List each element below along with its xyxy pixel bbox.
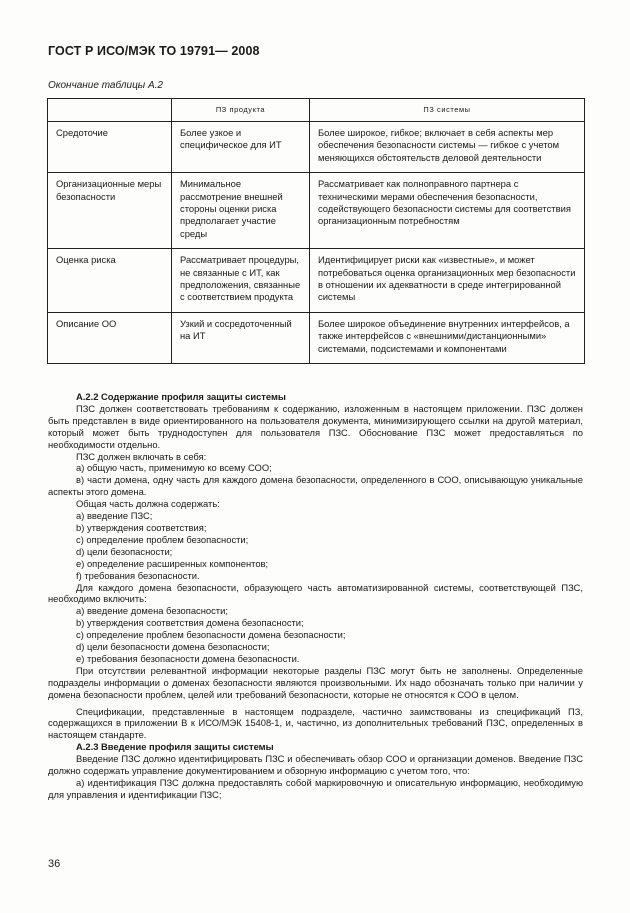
table-cell: Более широкое, гибкое; включает в себя аспекты мер обеспечения безопасности системы — гибкое с учетом меняющихся обстоятельств деловой деятельности xyxy=(310,122,585,173)
table-row xyxy=(48,312,585,363)
paragraph: Общая часть должна содержать: xyxy=(76,498,220,510)
subsection-heading: A.2.2 Содержание профиля защиты системы xyxy=(76,391,286,402)
table-cell: Более широкое объединение внутренних интерфейсов, а также интерфейсов с «внешними/дистанционными» системами, подсистемами и компонентами xyxy=(310,312,585,363)
comparison-table xyxy=(47,98,585,364)
paragraph: Для каждого домена безопасности, образующего часть автоматизированной системы, соответствующей ПЗС, необходимо включить: xyxy=(48,581,583,605)
table-cell: Минимальное рассмотрение внешней стороны оценки риска предполагает участие среды xyxy=(172,173,310,249)
paragraph: b) утверждения соответствия; xyxy=(76,521,207,533)
paragraph: Введение ПЗС должно идентифицировать ПЗС и обеспечивать обзор СОО и организации доменов. Введение ПЗС должно содержать управление документированием и обзорную информацию с учетом того, что: xyxy=(48,753,583,777)
table-cell: Более узкое и специфическое для ИТ xyxy=(172,122,310,173)
table-cell: Узкий и сосредоточенный на ИТ xyxy=(172,312,310,363)
row-label: Организационные меры безопасности xyxy=(48,173,172,249)
row-label: Средоточие xyxy=(48,122,172,173)
column-header: ПЗ продукта xyxy=(172,99,310,122)
row-label: Описание ОО xyxy=(48,312,172,363)
paragraph: ПЗС должен соответствовать требованиям к содержанию, изложенным в настоящем приложении. ПЗС должен быть представлен в виде ориентированного на пользователя документа, минимизирующего ссылки на другой материал, который может быть труднодоступен для пользователя ПЗС. Обоснование ПЗС может предоставляться по необходимости отдельно. xyxy=(48,402,583,450)
column-header xyxy=(48,99,172,122)
table-row xyxy=(48,249,585,313)
paragraph: с) определение проблем безопасности; xyxy=(76,533,249,545)
paragraph: в) части домена, одну часть для каждого домена безопасности, определенного в СОО, описывающую уникальные аспекты этого домена. xyxy=(48,474,583,498)
table-header-row xyxy=(48,99,585,122)
page-number: 36 xyxy=(48,858,61,870)
paragraph: е) требования безопасности домена безопасности. xyxy=(76,652,300,664)
row-label: Оценка риска xyxy=(48,249,172,313)
paragraph: Спецификации, представленные в настоящем подразделе, частично заимствованы из спецификаций ПЗ, содержащихся в приложении В к ИСО/МЭК 15408-1, и, частично, из дополнительных требований ПЗС, определенных в настоящем стандарте. xyxy=(48,705,583,741)
table-cell: Идентифицирует риски как «известные», и может потребоваться оценка организационных мер безопасности в отношении их адекватности в среде интегрированной системы xyxy=(310,249,585,313)
paragraph: d) цели безопасности домена безопасности; xyxy=(76,641,270,653)
table-row xyxy=(48,122,585,173)
paragraph: а) введение домена безопасности; xyxy=(76,605,228,617)
body-text xyxy=(48,391,583,801)
paragraph: f) требования безопасности. xyxy=(76,569,200,581)
subsection-heading: A.2.3 Введение профиля защиты системы xyxy=(76,741,274,753)
table-caption: Окончание таблицы А.2 xyxy=(48,80,163,91)
paragraph: b) утверждения соответствия домена безопасности; xyxy=(76,617,304,629)
column-header: ПЗ системы xyxy=(310,99,585,122)
paragraph: с) определение проблем безопасности домена безопасности; xyxy=(76,629,346,641)
table-cell: Рассматривает как полноправного партнера с техническими мерами обеспечения безопасности, содействующего безопасности системы для соответствия организационным потребностям xyxy=(310,173,585,249)
paragraph: а) идентификация ПЗС должна предоставлять собой маркировочную и описательную информацию, необходимую для управления и идентификации ПЗС; xyxy=(48,777,583,800)
paragraph: а) общую часть, применимую ко всему СОО; xyxy=(76,462,272,474)
document-header: ГОСТ Р ИСО/МЭК ТО 19791— 2008 xyxy=(48,44,260,58)
paragraph: ПЗС должен включать в себя: xyxy=(76,450,207,462)
table-row xyxy=(48,173,585,249)
table-cell: Рассматривает процедуры, не связанные с ИТ, как предположения, связанные с соответствием продукта xyxy=(172,249,310,313)
paragraph: d) цели безопасности; xyxy=(76,545,173,557)
paragraph: При отсутствии релевантной информации некоторые разделы ПЗС могут быть не заполнены. Определенные подразделы информации о доменах безопасности являются произвольными. Их надо обозначать только при наличии у домена безопасности проблем, целей или требований безопасности, которые не относятся к СОО в целом. xyxy=(48,664,583,700)
paragraph: а) введение ПЗС; xyxy=(76,510,153,522)
paragraph: е) определение расширенных компонентов; xyxy=(76,557,269,569)
